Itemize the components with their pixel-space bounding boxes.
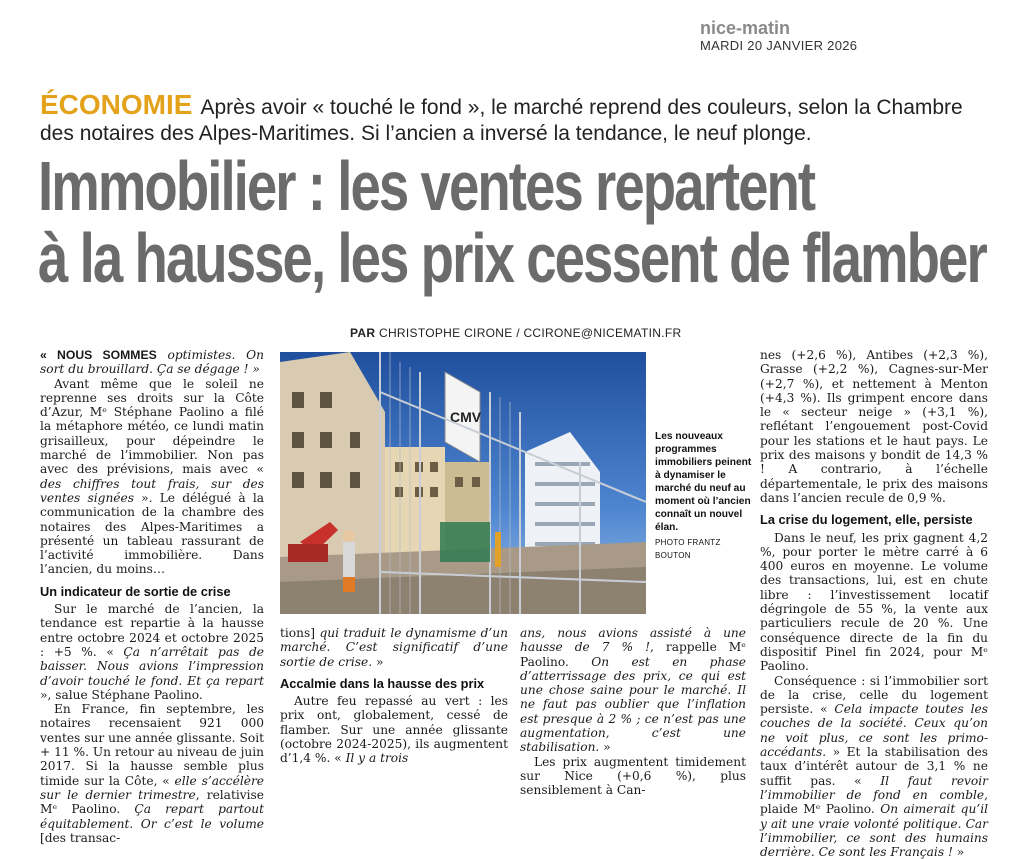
paragraph: ans, nous avions assisté à une hausse de 7 % !, rappelle Mᵉ Paolino. On est en phase d’atterrissage des prix, ce qui est une chose saine pour le marché. Il ne faut pas oublier que l’inflation est presque à 2 % ; ce n’est pas une augmentation, c’est une stabilisation. » bbox=[520, 626, 746, 755]
byline-prefix: PAR bbox=[350, 326, 376, 340]
article-column-2 bbox=[280, 626, 508, 766]
headline-line-2: à la hausse, les prix cessent de flamber bbox=[38, 219, 986, 297]
paragraph: En France, fin septembre, les notaires recensaient 921 000 ventes sur une année glissante. Soit + 11 %. Un retour au niveau de juin 2017. Si la hausse semble plus timide sur la Côte, « elle s’accélère sur le dernier trimestre, relativise Mᵉ Paolino. Ça repart partout équitablement. Or c’est le volume [des transac- bbox=[40, 702, 264, 845]
site-sign-text: CMV bbox=[450, 409, 482, 425]
paragraph: Conséquence : si l’immobilier sort de la crise, celle du logement persiste. « Cela impacte toutes les couches de la société. Ceux qu’on ne voit plus, ce sont les primo-accédants. » Et la stabilisation des taux d’intérêt autour de 3,1 % ne suffit pas. « Il faut revoir l’immobilier de fond en comble, plaide Mᵉ Paolino. On aimerait qu’il y ait une vraie volonté politique. Car l’immobilier, ce sont des humains derrière. Ce sont les Français ! » bbox=[760, 673, 988, 859]
article-column-3 bbox=[520, 626, 746, 798]
subhead-crisis-exit: Un indicateur de sortie de crise bbox=[40, 583, 231, 599]
paragraph: tions] qui traduit le dynamisme d’un marché. C’est significatif d’une sortie de crise. » bbox=[280, 626, 508, 669]
article-lead: « NOUS SOMMES optimistes. On sort du brouillard. Ça se dégage ! » bbox=[40, 348, 264, 377]
masthead bbox=[700, 18, 1000, 53]
headline bbox=[38, 147, 986, 297]
section-rubric: ÉCONOMIE bbox=[40, 89, 193, 120]
paragraph: Avant même que le soleil ne reprenne ses droits sur la Côte d’Azur, Mᵉ Stéphane Paolino a filé la métaphore météo, ce lundi matin grisailleux, pour dépeindre le marché de l’immobilier. Non pas avec des prévisions, mais avec « des chiffres tout frais, sur des ventes signées ». Le délégué à la communication de la chambre des notaires des Alpes-Maritimes a présenté un tableau rassurant de l’activité immobilière. Dans l’ancien, du moins… bbox=[40, 376, 264, 577]
newspaper-brand: nice-matin bbox=[700, 18, 791, 38]
headline-line-1: Immobilier : les ventes repartent bbox=[38, 147, 815, 225]
paragraph: Dans le neuf, les prix gagnent 4,2 %, pour porter le mètre carré à 6 400 euros en moyenne. Le volume des transactions, lui, est en chute libre : l’investissement locatif dégringole de 55 %, la vente aux particuliers recule de 20 %. Une conséquence directe de la fin du dispositif Pinel fin 2024, pour Mᵉ Paolino. bbox=[760, 530, 988, 674]
paragraph: Sur le marché de l’ancien, la tendance est repartie à la hausse entre octobre 2024 et octobre 2025 : +5 %. « Ça n’arrêtait pas de baisser. Nous avions l’impression d’avoir touché le fond. Et ça repart », salue Stéphane Paolino. bbox=[40, 602, 264, 702]
issue-date: MARDI 20 JANVIER 2026 bbox=[700, 38, 858, 53]
byline-author: CHRISTOPHE CIRONE / CCIRONE@NICEMATIN.FR bbox=[379, 326, 682, 340]
article-column-1 bbox=[40, 348, 264, 845]
kicker bbox=[40, 89, 1000, 147]
byline bbox=[350, 326, 850, 340]
photo-caption-text: Les nouveaux programmes immobiliers peinent à dynamiser le marché du neuf au moment où l’ancien connaît un nouvel élan. bbox=[655, 431, 752, 533]
photo-caption bbox=[655, 430, 755, 562]
paragraph: nes (+2,6 %), Antibes (+2,3 %), Grasse (+2,2 %), Cagnes-sur-Mer (+2,7 %), et nettement à Menton (+4,3 %). Ils grimpent encore dans le « secteur neige » (+3,1 %), reflétant l’engouement post-Covid pour les stations et le haut pays. Le prix des maisons y bondit de 14,3 % ! A contrario, à l’échelle départementale, le prix des maisons dans l’ancien recule de 0,9 %. bbox=[760, 348, 988, 505]
subhead-price-calm: Accalmie dans la hausse des prix bbox=[280, 675, 485, 691]
article-photo bbox=[280, 352, 646, 614]
paragraph: Autre feu repassé au vert : les prix ont, globalement, cessé de flamber. Sur une année glissante (octobre 2024-2025), ils augmentent d’1,4 %. « Il y a trois bbox=[280, 694, 508, 766]
paragraph: Les prix augmentent timidement sur Nice (+0,6 %), plus sensiblement à Can- bbox=[520, 754, 746, 798]
article-column-4 bbox=[760, 348, 988, 859]
photo-credit: PHOTO FRANTZ BOUTON bbox=[655, 538, 721, 560]
subhead-housing-crisis: La crise du logement, elle, persiste bbox=[760, 512, 973, 528]
kicker-text: Après avoir « touché le fond », le marché reprend des couleurs, selon la Chambre des notaires des Alpes-Maritimes. Si l’ancien a inversé la tendance, le neuf plonge. bbox=[40, 96, 963, 145]
construction-site-image bbox=[280, 352, 646, 614]
